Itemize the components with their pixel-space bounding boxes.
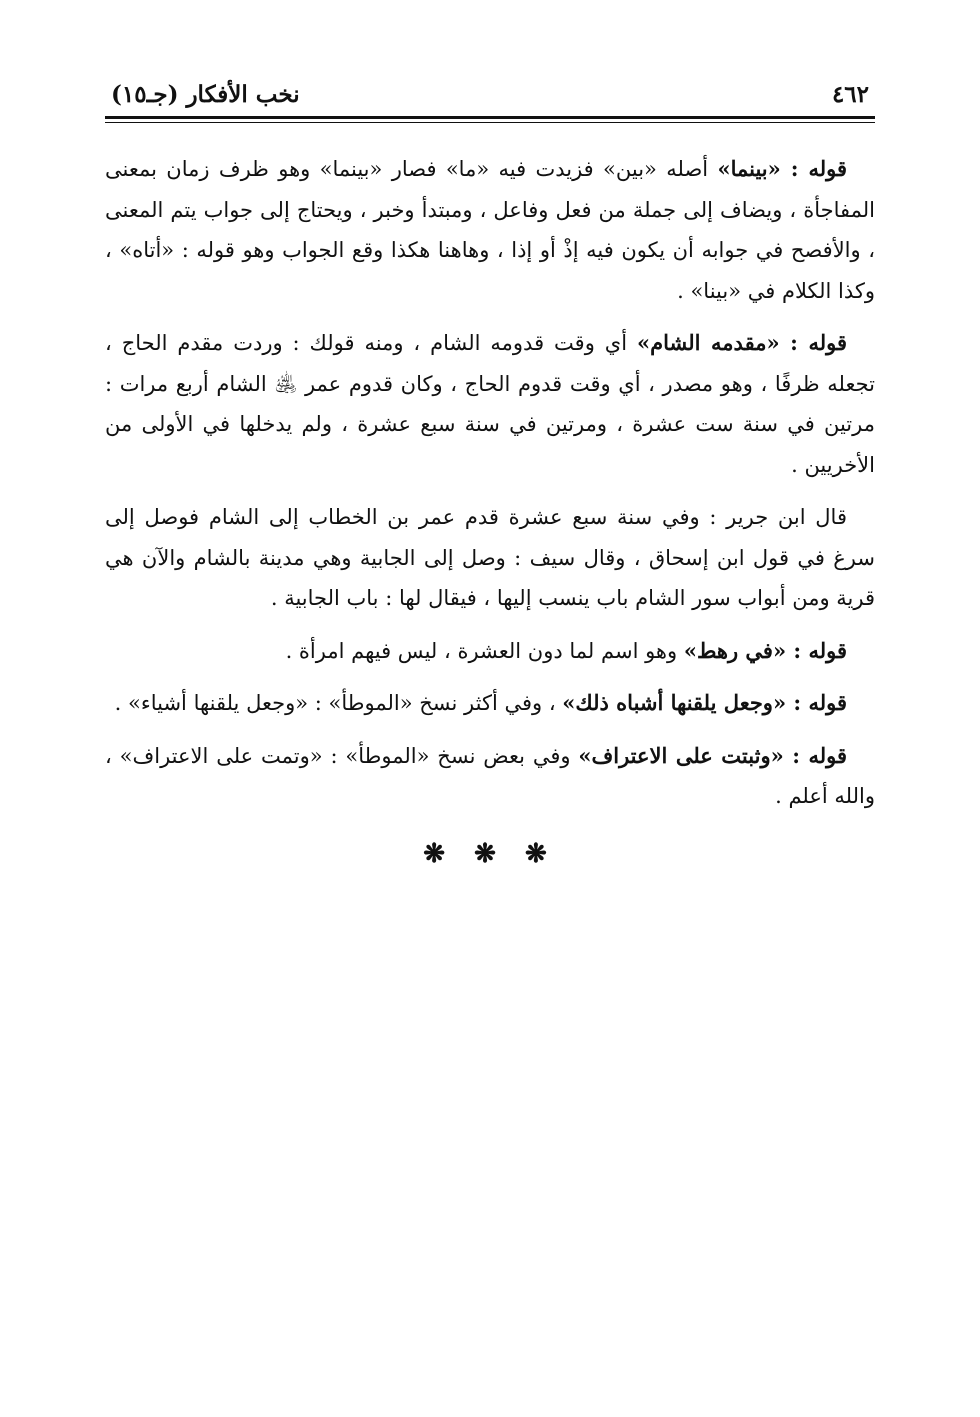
paragraph-maqdamahu: [105, 323, 875, 485]
running-header: [105, 70, 875, 112]
keyword-lead: قوله : «مقدمه الشام»: [636, 330, 848, 355]
paragraph-text: أصله «بين» فزيدت فيه «ما» فصار «بينما» وهو ظرف زمان بمعنى المفاجأة ، ويضاف إلى جملة من فعل وفاعل ، ومبتدأ وخبر ، ويحتاج إلى جواب يتم المعنى ، والأفصح في جوابه أن يكون فيه إذْ أو إذا ، وهاهنا هكذا وقع الجواب وهو قوله : «أتاه» ، وكذا الكلام في «بينا» .: [105, 157, 875, 303]
paragraph-fi-raht: [105, 631, 875, 672]
paragraph-ibn-jarir: [105, 497, 875, 619]
header-rule-thick: [105, 116, 875, 119]
paragraph-text: أي وقت قدومه الشام ، ومنه قولك : وردت مقدم الحاج ، تجعله ظرفًا ، وهو مصدر ، أي وقت قدوم الحاج ، وكان قدوم عمر ﵁ الشام أربع مرات : مرتين في سنة ست عشرة ، ومرتين في سنة سبع عشرة ، ولم يدخلها في الأولى من الأخريين .: [105, 331, 875, 477]
paragraph-text: وفي بعض نسخ «الموطأ» : «وتمت على الاعتراف» ، والله أعلم .: [105, 743, 875, 808]
paragraph-thabatat: [105, 736, 875, 817]
paragraph-baynama: [105, 149, 875, 311]
page-number: ٤٦٢: [831, 81, 869, 108]
keyword-lead: قوله : «بينما»: [717, 156, 847, 181]
keyword-lead: قوله : «وثبتت على الاعتراف»: [578, 742, 847, 768]
header-rule-thin: [105, 122, 875, 123]
keyword-lead: قوله : «وجعل يلقنها أشباه ذلك»: [562, 690, 847, 715]
paragraph-text: ، وفي أكثر نسخ «الموطأ» : «وجعل يلقنها أشياء» .: [114, 691, 563, 715]
paragraph-text: قال ابن جرير : وفي سنة سبع عشرة قدم عمر بن الخطاب إلى الشام فوصل إلى سرغ في قول ابن إسحاق ، وقال سيف : وصل إلى الجابية وهي مدينة بالشام والآن هي قرية ومن أبواب سور الشام باب ينسب إليها ، فيقال لها : باب الجابية .: [105, 505, 875, 610]
book-title: نخب الأفكار (جـ١٥): [111, 81, 300, 108]
section-separator: ❋ ❋ ❋: [423, 838, 557, 869]
paragraph-yulaqqinuha: [105, 683, 875, 724]
main-text: [105, 149, 875, 817]
keyword-lead: قوله : «في رهط»: [683, 637, 847, 663]
book-page: [105, 70, 875, 869]
paragraph-text: وهو اسم لما دون العشرة ، ليس فيهم امرأة .: [285, 638, 684, 663]
